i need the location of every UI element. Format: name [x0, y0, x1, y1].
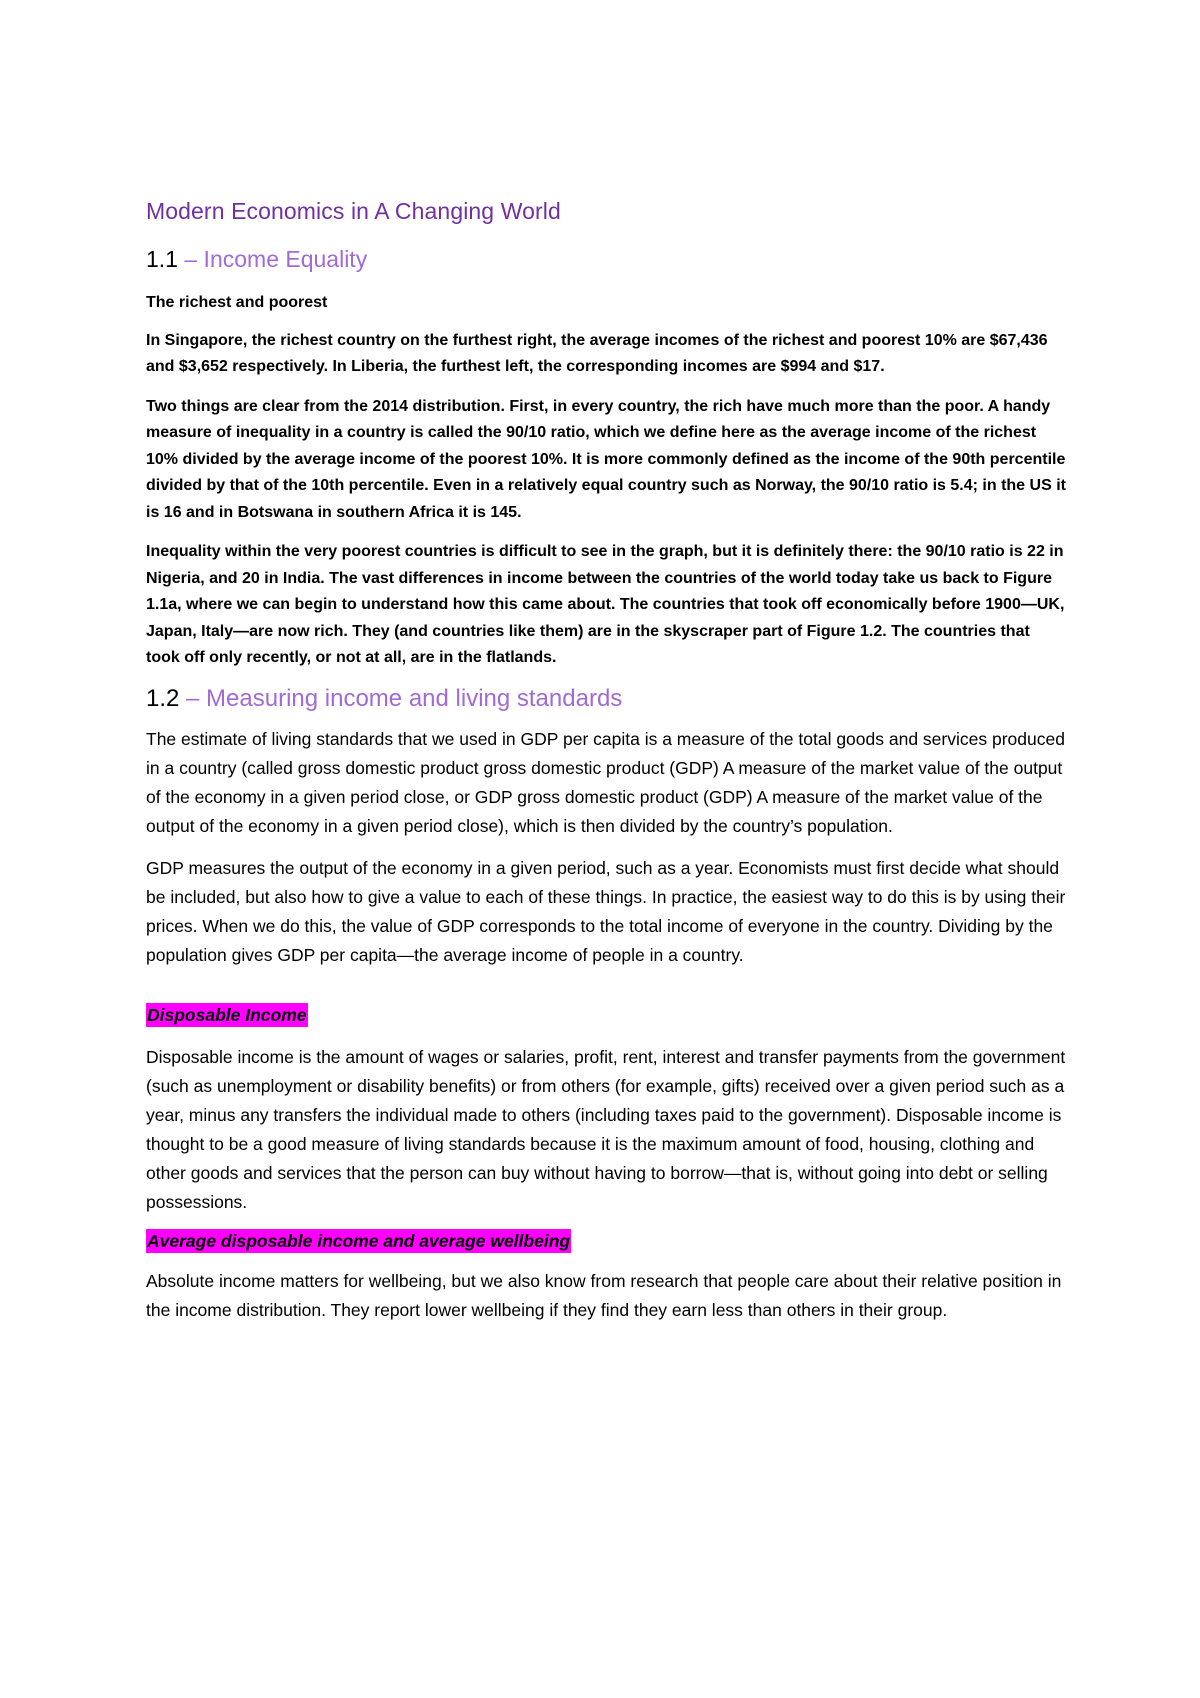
paragraph: Absolute income matters for wellbeing, but we also know from research that people care about their relative position in the income distribution. They report lower wellbeing if they find they earn less than others in their group. [146, 1270, 1062, 1320]
section-number: 1.2 [146, 684, 180, 712]
subheading-richest-poorest: The richest and poorest [146, 294, 328, 311]
document-title: Modern Economics in A Changing World [146, 198, 561, 224]
section-title: – Income Equality [177, 246, 368, 272]
section-number: 1.1 [146, 246, 178, 272]
highlighted-heading-average-disposable-income: Average disposable income and average wellbeing [147, 1230, 571, 1251]
paragraph: GDP measures the output of the economy in a given period, such as a year. Economists must first decide what should be included, but also how to give a value to each of these things. In practice, the easiest way to do this is by using their prices. When we do this, the value of GDP corresponds to the total income of everyone in the country. Dividing by the population gives GDP per capita—the average income of people in a country. [146, 857, 1066, 965]
paragraph: The estimate of living standards that we used in GDP per capita is a measure of the total goods and services produced in a country (called gross domestic product gross domestic product (GDP) A measure of the market value of the output of the economy in a given period close, or GDP gross domestic product (GDP) A measure of the market value of the output of the economy in a given period close), which is then divided by the country’s population. [146, 728, 1065, 836]
section-heading-1-1 [146, 244, 1066, 274]
paragraph: Two things are clear from the 2014 distribution. First, in every country, the rich have much more than the poor. A handy measure of inequality in a country is called the 90/10 ratio, which we define here as the average income of the richest 10% divided by the average income of the poorest 10%. It is more commonly defined as the income of the 90th percentile divided by that of the 10th percentile. Even in a relatively equal country such as Norway, the 90/10 ratio is 5.4; in the US it is 16 and in Botswana in southern Africa it is 145. [146, 397, 1066, 521]
document-body [146, 196, 1066, 1325]
highlighted-heading-disposable-income: Disposable Income [147, 1004, 307, 1025]
section-title: – Measuring income and living standards [179, 684, 623, 712]
section-heading-1-2 [146, 684, 1066, 714]
paragraph: Inequality within the very poorest countries is difficult to see in the graph, but it is definitely there: the 90/10 ratio is 22 in Nigeria, and 20 in India. The vast differences in income between the countries of the world today take us back to Figure 1.1a, where we can begin to understand how this came about. The countries that took off economically before 1900—UK, Japan, Italy—are now rich. They (and countries like them) are in the skyscraper part of Figure 1.2. The countries that took off only recently, or not at all, are in the flatlands. [146, 543, 1065, 666]
paragraph: Disposable income is the amount of wages or salaries, profit, rent, interest and transfer payments from the government (such as unemployment or disability benefits) or from others (for example, gifts) received over a given period such as a year, minus any transfers the individual made to others (including taxes paid to the government). Disposable income is thought to be a good measure of living standards because it is the maximum amount of food, housing, clothing and other goods and services that the person can buy without having to borrow—that is, without going into debt or selling possessions. [146, 1046, 1066, 1212]
paragraph: In Singapore, the richest country on the furthest right, the average incomes of the richest and poorest 10% are $67,436 and $3,652 respectively. In Liberia, the furthest left, the corresponding incomes are $994 and $17. [146, 331, 1048, 375]
